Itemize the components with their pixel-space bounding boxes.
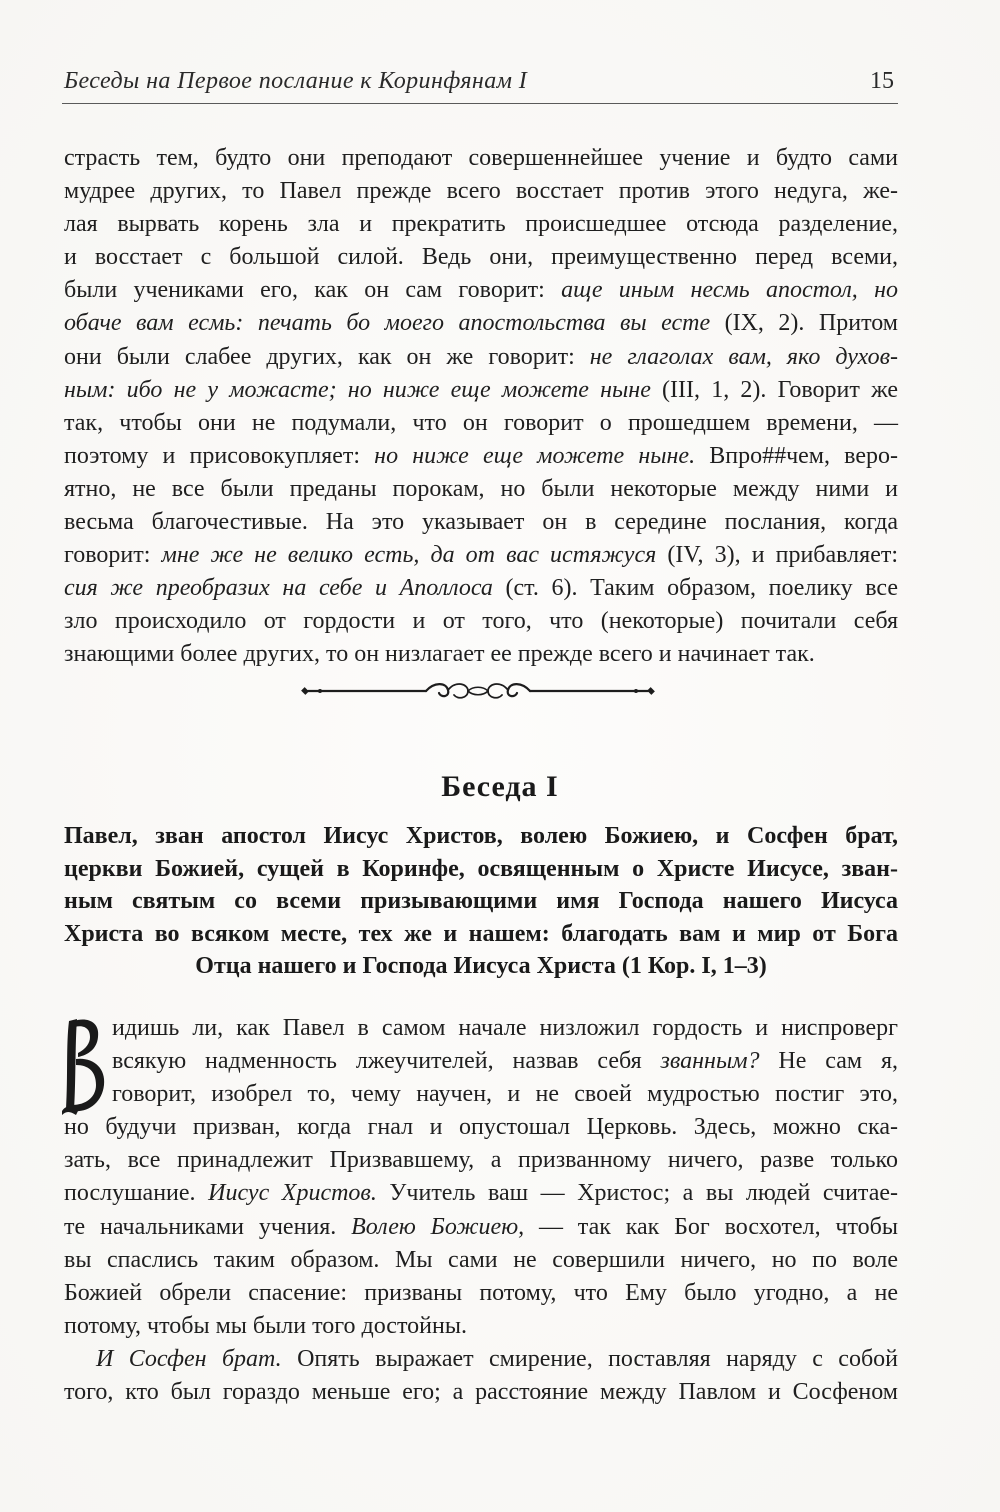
running-header-title: Беседы на Первое послание к Коринфянам I [64, 68, 528, 94]
text-line [64, 1310, 898, 1343]
text-run: потому, чтобы мы были того достойны. [64, 1312, 467, 1339]
text-run: того, кто был гораздо меньше его; а расстояние между Павлом и Сосфеном [64, 1379, 898, 1406]
running-header [64, 66, 894, 100]
text-line [64, 572, 898, 605]
text-run: всякую надменность лжеучителей, назвав себя [112, 1048, 661, 1075]
text-line [64, 638, 898, 671]
text-line [64, 1144, 898, 1177]
italic-quote: Волею Божиею, [351, 1213, 525, 1240]
ornament-left-scroll [426, 684, 448, 696]
text-line [64, 175, 898, 208]
ornament-left-diamond [301, 687, 309, 695]
text-run: — так как Бог восхотел, чтобы [524, 1213, 898, 1240]
text-run: они были слабее других, как он же говорит: [64, 343, 590, 370]
text-run: те начальниками учения. [64, 1213, 352, 1240]
text-run: были учениками его, как он сам говорит: [64, 277, 562, 304]
italic-quote: аще иным несмь апостол, но [561, 277, 898, 304]
text-line [64, 1244, 898, 1277]
text-run: вы спаслись таким образом. Мы сами не совершили ничего, но по воле [64, 1246, 898, 1273]
italic-quote: Иисус Христов. [208, 1180, 377, 1207]
text-run: знающими более других, то он низлагает ее прежде всего и начинает так. [64, 641, 815, 668]
text-line [64, 374, 898, 407]
ornament-right-diamond [647, 687, 655, 695]
text-line [64, 1078, 898, 1111]
epigraph-line: ным святым со всеми призывающими имя Господа нашего Иисуса [64, 888, 898, 914]
text-line [64, 407, 898, 440]
text-run: страсть тем, будто они преподают совершеннейшее учение и будто сами [64, 145, 898, 171]
text-run: мудрее других, то Павел прежде всего восстает против этого недуга, же- [64, 178, 898, 205]
text-line [64, 1012, 898, 1045]
text-run: Опять выражает смирение, поставляя наряду с собой [281, 1345, 899, 1372]
text-run: Божией обрели спасение: призваны потому, что Ему было угодно, а не [64, 1279, 898, 1306]
text-line [64, 274, 898, 307]
intro-paragraph [64, 142, 898, 672]
text-line [64, 1177, 898, 1210]
main-paragraph [64, 1012, 898, 1409]
text-run: Учитель ваш — Христос; а вы людей считае- [376, 1180, 899, 1207]
text-run: (ст. 6). Таким образом, поелику все [492, 575, 898, 602]
ornament-divider [298, 676, 658, 706]
text-line [64, 1111, 898, 1144]
chapter-title: Беседа I [441, 770, 559, 803]
text-line [64, 440, 898, 473]
italic-quote: сия же преобразих на себе и Аполлоса [64, 575, 493, 602]
text-line [64, 142, 898, 175]
text-line [64, 307, 898, 340]
text-run: весьма благочестивые. На это указывает он в середине послания, когда [64, 509, 898, 536]
text-run: ятно, не все были преданы порокам, но были некоторые между ними и [64, 475, 898, 502]
text-line [64, 241, 898, 274]
italic-quote: званным? [660, 1048, 760, 1075]
text-run: поэтому и присовокупляет: [64, 442, 375, 469]
italic-quote: но ниже еще можете ныне. [374, 442, 696, 469]
text-run: и восстает с большой силой. Ведь они, преимущественно перед всеми, [64, 244, 898, 271]
italic-quote: ным: ибо не у можасте; но ниже еще можете ныне [64, 376, 651, 403]
text-line [64, 1045, 898, 1078]
italic-quote: мне же не велико есть, да от вас истяжуся [161, 542, 657, 569]
italic-quote: И Сосфен брат. [96, 1345, 282, 1372]
text-run: зать, все принадлежит Призвавшему, а призванному ничего, разве только [64, 1147, 898, 1174]
text-line [64, 208, 898, 241]
ornament-right-scroll [508, 684, 530, 696]
ornament-center [468, 687, 488, 695]
text-run: так, чтобы они не подумали, что он говорит о прошедшем времени, — [64, 409, 898, 436]
text-line [64, 1211, 898, 1244]
header-rule [62, 103, 898, 104]
epigraph-line: Христа во всяком месте, тех же и нашем: благодать вам и мир от Бога [64, 920, 898, 947]
text-run: (III, 1, 2). Говорит же [650, 376, 899, 403]
text-run: идишь ли, как Павел в самом начале низложил гордость и ниспроверг [112, 1015, 898, 1041]
italic-quote: обаче вам есмь: печать бо моего апостольства вы есте [64, 310, 711, 337]
text-run: говорит, изобрел то, чему научен, и не своей мудростью постиг это, [112, 1081, 898, 1108]
scripture-epigraph [64, 820, 898, 983]
text-line [64, 506, 898, 539]
text-line [64, 539, 898, 572]
text-run: зло происходило от гордости и от того, что (некоторые) почитали себя [64, 608, 898, 635]
epigraph-line: Отца нашего и Господа Иисуса Христа (1 Кор. I, 1–3) [195, 953, 767, 979]
epigraph-line: церкви Божией, сущей в Коринфе, освященным о Христе Иисусе, зван- [64, 855, 898, 882]
svg-text:В: В [85, 1085, 86, 1086]
text-run: говорит: [64, 542, 162, 569]
text-line [64, 1277, 898, 1310]
text-line [64, 605, 898, 638]
text-line [64, 473, 898, 506]
page-number: 15 [870, 68, 894, 94]
text-run: Не сам я, [759, 1048, 898, 1075]
text-run: Впро##чем, веро- [695, 442, 898, 469]
text-line [64, 1376, 898, 1409]
italic-quote: не глаголах вам, яко духов- [589, 343, 898, 370]
text-run: (IX, 2). Притом [710, 310, 898, 337]
text-line [64, 341, 898, 374]
text-run: послушание. [64, 1180, 209, 1207]
text-line [64, 1343, 898, 1376]
text-run: но будучи призван, когда гнал и опустошал Церковь. Здесь, можно ска- [64, 1114, 898, 1141]
epigraph-line: Павел, зван апостол Иисус Христов, волею Божиею, и Сосфен брат, [64, 823, 898, 849]
text-run: (IV, 3), и прибавляет: [656, 542, 899, 569]
text-run: лая вырвать корень зла и прекратить происшедшее отсюда разделение, [64, 211, 898, 238]
